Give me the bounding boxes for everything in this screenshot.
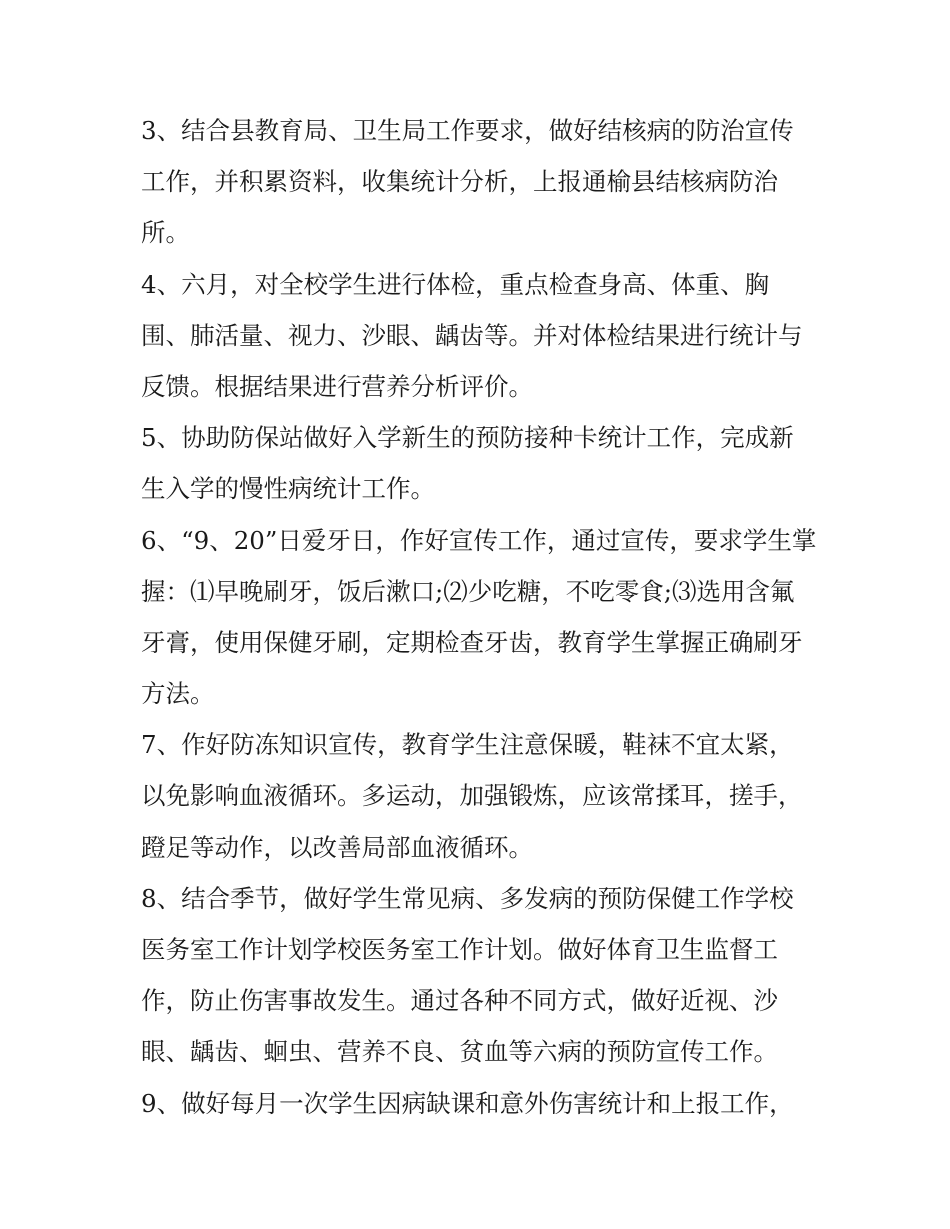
document-body <box>141 105 821 1129</box>
text-line: 生入学的慢性病统计工作。 <box>141 474 435 504</box>
paragraph-item-9 <box>141 1078 821 1129</box>
text-line: 蹬足等动作，以改善局部血液循环。 <box>141 832 533 862</box>
text-line: 医务室工作计划学校医务室工作计划。做好体育卫生监督工 <box>141 935 778 964</box>
paragraph-item-5 <box>141 412 821 514</box>
paragraph-item-7 <box>141 719 821 873</box>
text-line: 所。 <box>141 218 190 248</box>
text-line: 5、协助防保站做好入学新生的预防接种卡统计工作，完成新 <box>141 423 794 453</box>
text-line: 作，防止伤害事故发生。通过各种不同方式，做好近视、沙 <box>141 986 778 1016</box>
text-line: 方法。 <box>141 679 215 709</box>
paragraph-item-4 <box>141 259 821 413</box>
text-line: 9、做好每月一次学生因病缺课和意外伤害统计和上报工作， <box>141 1088 794 1118</box>
text-line: 围、肺活量、视力、沙眼、龋齿等。并对体检结果进行统计与 <box>141 320 803 350</box>
text-line: 以免影响血液循环。多运动，加强锻炼，应该常揉耳，搓手， <box>141 781 803 811</box>
text-line: 反馈。根据结果进行营养分析评价。 <box>141 371 533 401</box>
text-line: 7、作好防冻知识宣传，教育学生注意保暖，鞋袜不宜太紧， <box>141 730 794 760</box>
paragraph-item-8 <box>141 873 821 1078</box>
text-line: 工作，并积累资料，收集统计分析，上报通榆县结核病防治 <box>141 167 778 197</box>
text-line: 牙膏，使用保健牙刷，定期检查牙齿，教育学生掌握正确刷牙 <box>141 627 803 657</box>
text-line: 眼、龋齿、蛔虫、营养不良、贫血等六病的预防宣传工作。 <box>141 1037 778 1067</box>
text-line: 握：⑴早晚刷牙，饭后漱口;⑵少吃糖，不吃零食;⑶选用含氟 <box>141 576 795 606</box>
text-line: 3、结合县教育局、卫生局工作要求，做好结核病的防治宣传 <box>141 116 794 145</box>
paragraph-item-6 <box>141 515 821 720</box>
paragraph-item-3 <box>141 105 821 259</box>
text-line: 4、六月，对全校学生进行体检，重点检查身高、体重、胸 <box>141 269 770 299</box>
text-line: 8、结合季节，做好学生常见病、多发病的预防保健工作学校 <box>141 883 794 913</box>
text-line: 6、“9、20”日爱牙日，作好宣传工作，通过宣传，要求学生掌 <box>141 525 817 555</box>
